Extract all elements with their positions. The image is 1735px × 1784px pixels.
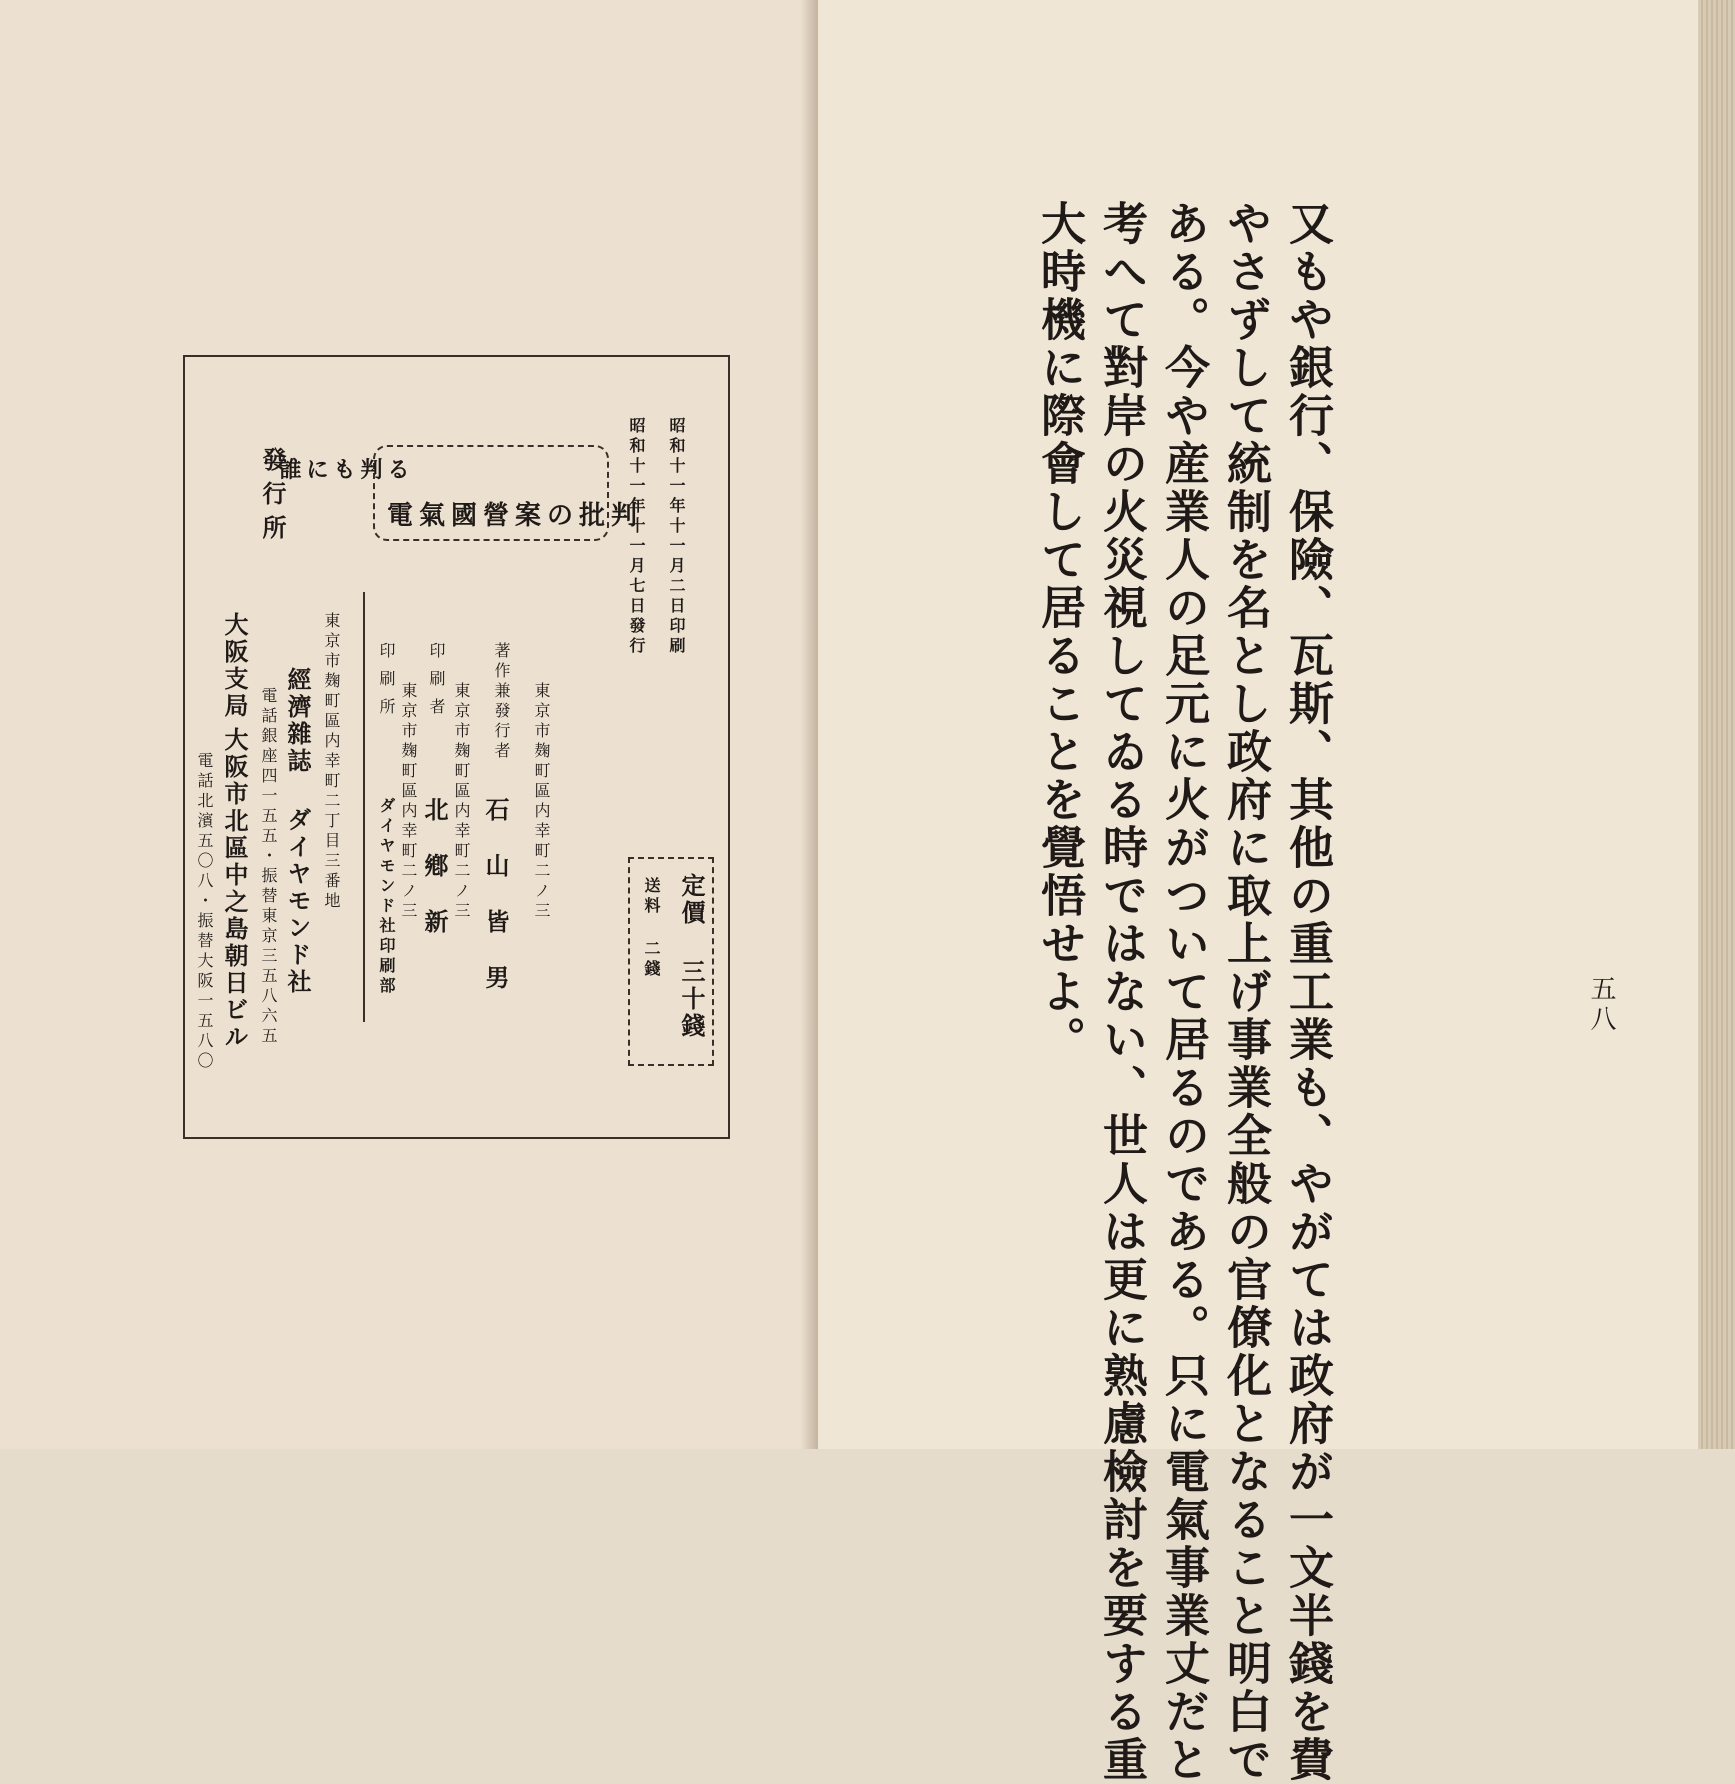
publish-date: 昭和十一年十一月七日發行 [627,417,646,657]
osaka-label: 大阪支局 [220,612,249,720]
publisher-address: 東京市麹町區内幸町二丁目三番地 [322,612,341,912]
postage: 送料 二錢 [642,877,661,980]
author-address: 東京市麹町區内幸町二ノ三 [532,682,551,922]
body-column-2: やさずして統制を名とし政府に取上げ事業全般の官僚化となること明白で [1219,200,1272,1784]
page-number: 五八 [1586,975,1616,1035]
right-page [818,0,1698,1784]
body-column-4: 考へて對岸の火災視してゐる時ではない、世人は更に熟慮檢討を要する重 [1095,200,1148,1784]
colophon [183,355,730,1139]
colophon-divider [363,592,365,1022]
printer-address: 東京市麹町區内幸町二ノ三 [452,682,471,922]
title-line-1: 誰にも判る [279,457,415,483]
publisher-label: 發行所 [258,447,287,549]
press-address: 東京市麹町區内幸町二ノ三 [399,682,418,922]
page-edges [1698,0,1735,1449]
osaka-address: 大阪市北區中之島朝日ビル [220,727,249,1051]
author-role: 著作兼發行者 [492,642,511,762]
press-name: ダイヤモンド社印刷部 [377,797,396,997]
publisher-phone: 電話銀座四一五五・振替東京三五八六五 [259,687,278,1047]
author-name: 石山皆男 [481,797,510,1021]
print-date: 昭和十一年十一月二日印刷 [667,417,686,657]
body-column-3: ある。今や産業人の足元に火がついて居るのである。只に電氣事業丈だと [1157,200,1210,1784]
title-frame [279,445,644,541]
printer-role: 印刷者 [427,642,446,726]
title-line-2: 電氣國營案の批判 [387,501,644,531]
price-box [628,857,714,1066]
left-page [0,0,818,1449]
osaka-phone: 電話北濱五〇八・振替大阪一五八〇 [195,752,214,1072]
press-role: 印刷所 [377,642,396,726]
body-column-5: 大時機に際會して居ることを覺悟せよ。 [1033,200,1086,1064]
body-column-1: 又もや銀行、保險、瓦斯、其他の重工業も、やがては政府が一文半錢を費 [1281,200,1334,1784]
printer-name: 北鄕新 [420,797,449,965]
price: 定價 三十錢 [677,873,706,1040]
publisher-name: 經濟雜誌 ダイヤモンド社 [283,667,312,996]
